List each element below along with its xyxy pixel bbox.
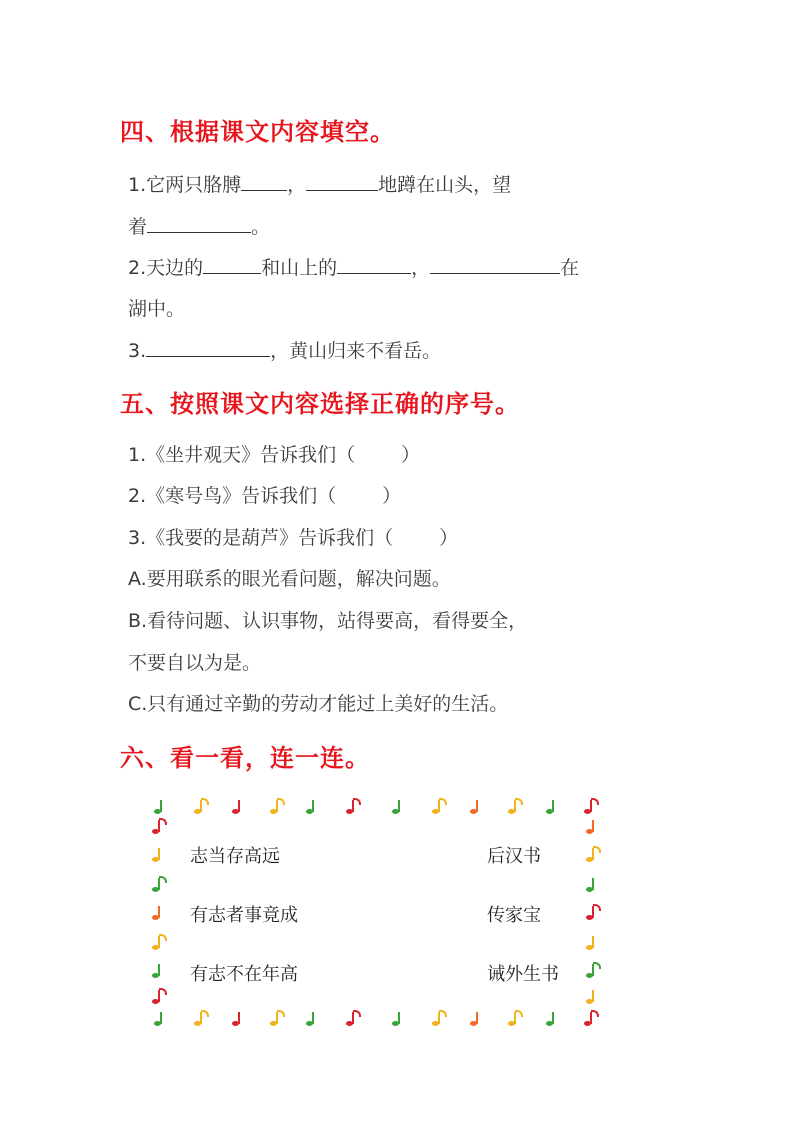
music-note-icon [586,818,600,834]
close-paren: ） [382,485,402,507]
section-six-title: 六、看一看，连一连。 [120,744,370,772]
left-item-2[interactable]: 有志者事竟成 [190,905,298,926]
blank-field[interactable] [203,255,261,274]
music-note-icon [546,798,560,814]
music-note-icon [586,962,600,978]
right-item-1[interactable]: 后汉书 [487,846,541,867]
music-note-icon [154,798,168,814]
choice-question-1 [128,440,420,467]
music-note-icon [470,798,484,814]
music-note-icon [546,1010,560,1026]
music-note-icon [152,934,166,950]
fill-question-2-line-1 [128,253,579,280]
close-paren: ） [439,527,459,549]
section-five-title: 五、按照课文内容选择正确的序号。 [120,390,520,418]
music-note-icon [232,798,246,814]
question-text: 2.天边的 [128,257,204,279]
music-note-icon [432,798,446,814]
choice-question-2 [128,481,401,508]
blank-field[interactable] [146,338,270,357]
music-note-icon [152,846,166,862]
option-a: A.要用联系的眼光看问题，解决问题。 [128,568,451,590]
blank-field[interactable] [147,214,251,233]
music-note-icon [586,876,600,892]
music-note-icon [470,1010,484,1026]
blank-field[interactable] [337,255,411,274]
music-note-icon [586,988,600,1004]
music-note-icon [306,798,320,814]
question-text: 地蹲在山头，望 [378,174,512,196]
question-text: 3. [128,340,147,362]
question-text: 。 [251,216,271,238]
blank-field[interactable] [306,172,378,191]
question-text: 和山上的 [261,257,338,279]
left-item-1[interactable]: 志当存高远 [190,846,280,867]
music-note-icon [392,798,406,814]
music-note-icon [586,904,600,920]
music-note-icon [586,934,600,950]
fill-question-1-line-1 [128,170,511,197]
music-note-icon [508,798,522,814]
music-note-icon [152,988,166,1004]
right-item-2[interactable]: 传家宝 [487,905,541,926]
option-c: C.只有通过辛勤的劳动才能过上美好的生活。 [128,693,509,715]
choice-question-3 [128,523,458,550]
fill-question-3 [128,336,441,363]
music-note-icon [152,876,166,892]
question-text: ，黄山归来不看岳。 [270,340,442,362]
music-note-icon [586,846,600,862]
close-paren: ） [401,444,421,466]
music-note-icon [270,798,284,814]
left-item-3[interactable]: 有志不在年高 [190,964,298,985]
music-note-icon [584,798,598,814]
music-note-icon [232,1010,246,1026]
music-note-icon [152,962,166,978]
fill-question-2-line-2: 湖中。 [128,298,186,320]
right-item-3[interactable]: 诫外生书 [487,964,559,985]
question-text: ， [411,257,431,279]
music-note-icon [584,1010,598,1026]
question-text: 在 [560,257,580,279]
music-note-icon [346,1010,360,1026]
question-text: 1.它两只胳膊 [128,174,242,196]
option-b-line-1: B.看待问题、认识事物，站得要高，看得要全， [128,610,528,632]
section-four-title: 四、根据课文内容填空。 [120,118,395,146]
blank-field[interactable] [430,255,560,274]
option-b-line-2: 不要自以为是。 [128,652,262,674]
music-note-icon [432,1010,446,1026]
music-note-icon [152,904,166,920]
question-text: 着 [128,216,148,238]
question-text: 1.《坐井观天》告诉我们（ [128,444,356,466]
music-note-icon [152,818,166,834]
music-note-icon [306,1010,320,1026]
music-note-icon [392,1010,406,1026]
question-text: 2.《寒号鸟》告诉我们（ [128,485,337,507]
music-note-icon [346,798,360,814]
fill-question-1-line-2 [128,212,270,239]
music-note-icon [270,1010,284,1026]
question-text: 3.《我要的是葫芦》告诉我们（ [128,527,394,549]
music-note-icon [154,1010,168,1026]
music-note-icon [194,1010,208,1026]
music-note-icon [194,798,208,814]
question-text: ， [287,174,307,196]
blank-field[interactable] [241,172,287,191]
music-note-icon [508,1010,522,1026]
